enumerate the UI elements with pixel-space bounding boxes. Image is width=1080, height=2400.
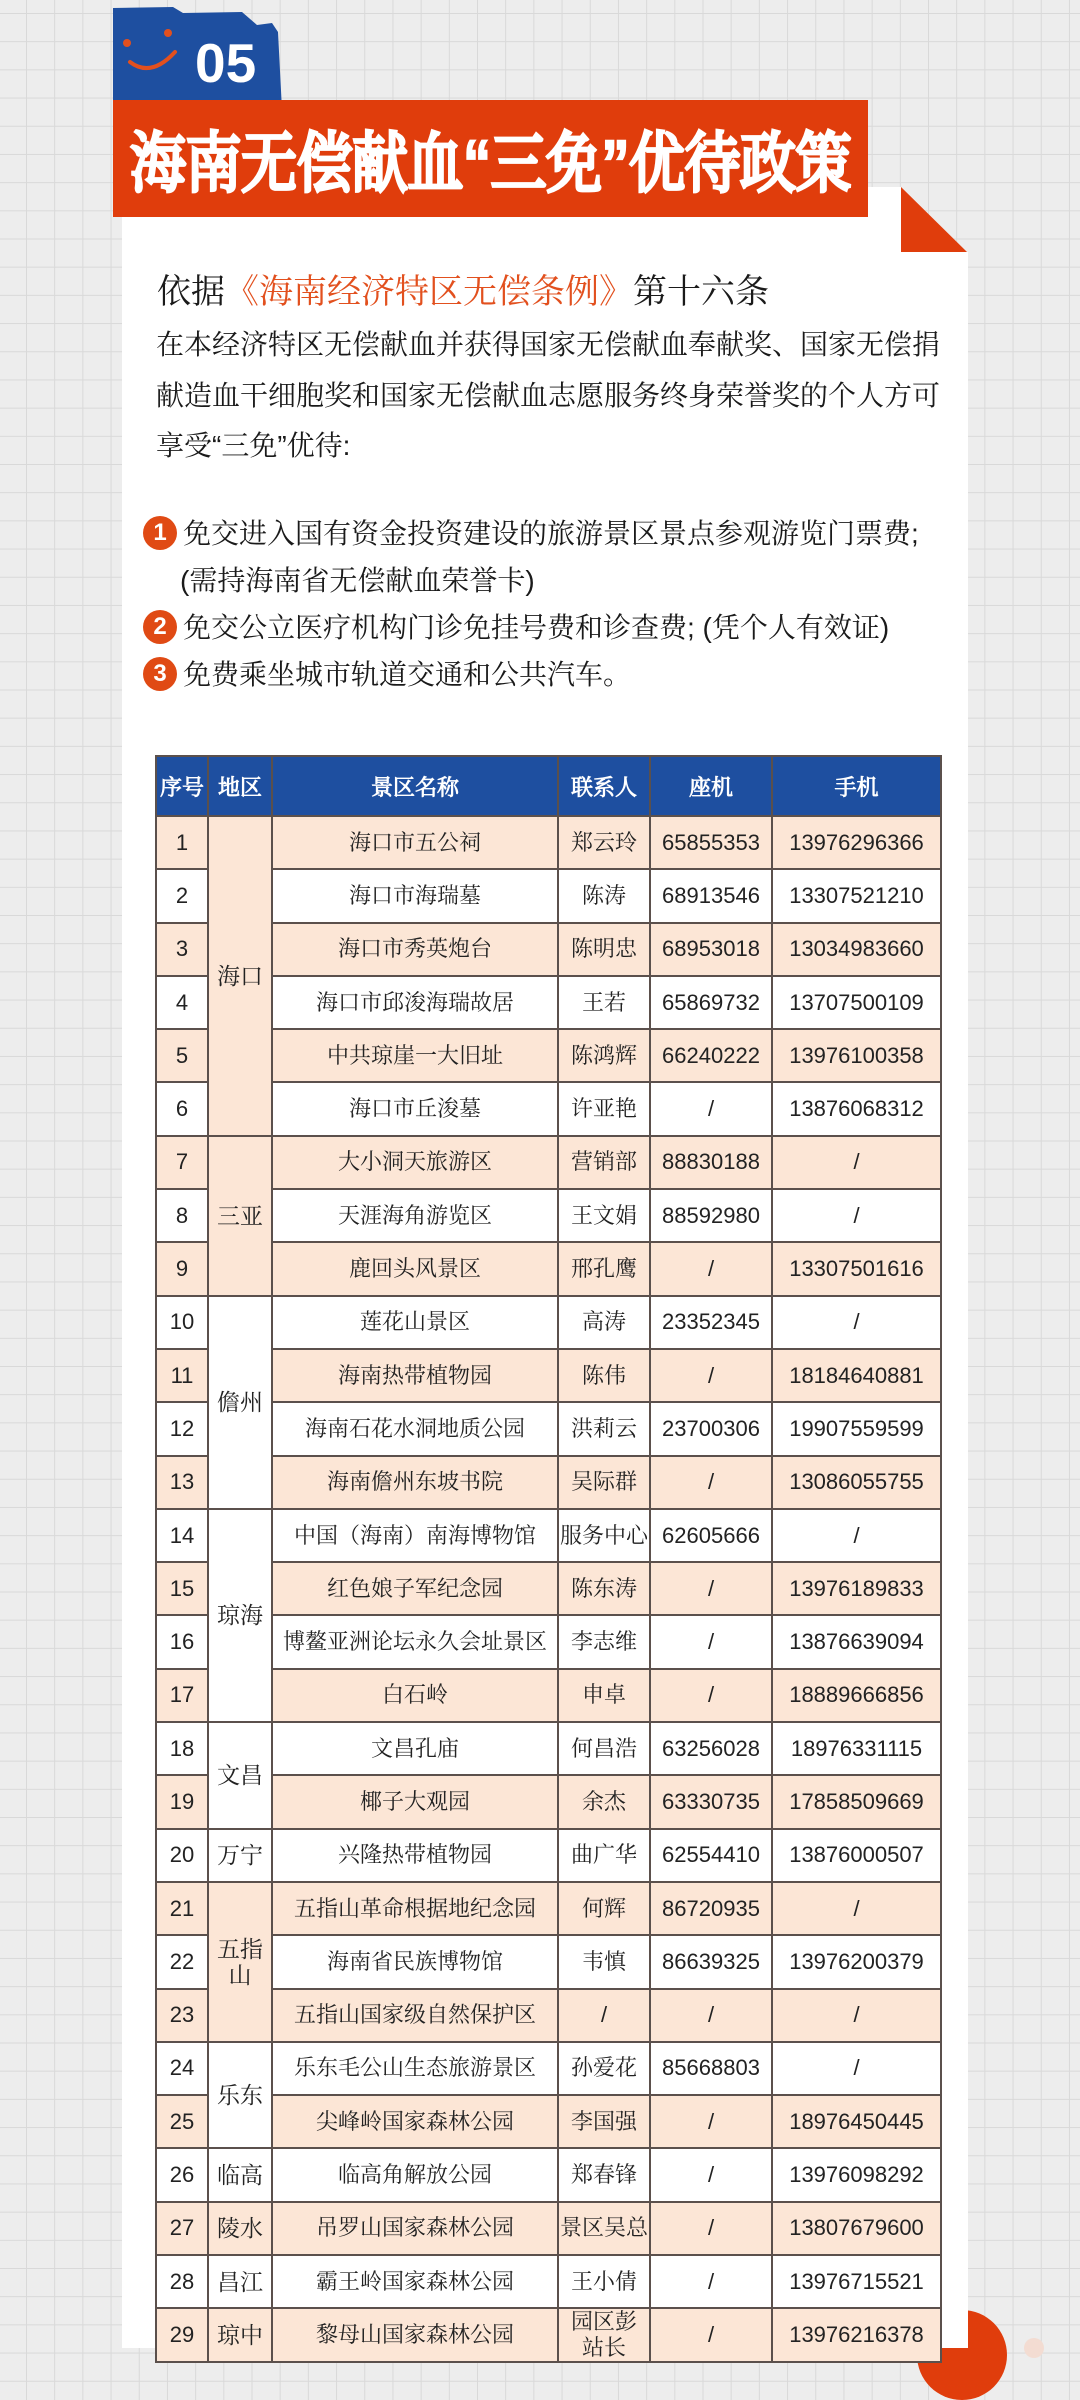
cell-contact: 景区吴总 [558,2202,650,2255]
cell-mobile: 13976100358 [772,1029,941,1082]
cell-mobile: / [772,2042,941,2095]
cell-landline: 86720935 [650,1882,772,1935]
header-region: 地区 [208,756,272,816]
cell-landline: 62554410 [650,1829,772,1882]
title-bar [113,100,868,217]
cell-mobile: / [772,1989,941,2042]
cell-landline: 23352345 [650,1296,772,1349]
cell-mobile: 13807679600 [772,2202,941,2255]
table-row [156,2042,941,2095]
basis-prefix: 依据 [157,273,225,311]
table-row [156,2202,941,2255]
table-row [156,1775,941,1828]
cell-scenic-spot: 霸王岭国家森林公园 [272,2255,558,2308]
cell-contact: 何昌浩 [558,1722,650,1775]
cell-no: 23 [156,1989,208,2042]
table-row [156,1082,941,1135]
cell-mobile: / [772,1189,941,1242]
cell-scenic-spot: 中国（海南）南海博物馆 [272,1509,558,1562]
table-row [156,976,941,1029]
cell-scenic-spot: 椰子大观园 [272,1775,558,1828]
cell-no: 10 [156,1296,208,1349]
cell-landline: / [650,2255,772,2308]
cell-mobile: / [772,1136,941,1189]
table-row [156,2095,941,2148]
cell-landline: 66240222 [650,1029,772,1082]
cell-scenic-spot: 海南儋州东坡书院 [272,1456,558,1509]
table-row [156,2308,941,2362]
cell-region: 儋州 [208,1296,272,1509]
cell-scenic-spot: 天涯海角游览区 [272,1189,558,1242]
cell-scenic-spot: 五指山革命根据地纪念园 [272,1882,558,1935]
cell-no: 24 [156,2042,208,2095]
cell-region: 琼中 [208,2308,272,2362]
cell-contact: 高涛 [558,1296,650,1349]
table-row [156,1509,941,1562]
regulation-basis [157,272,769,312]
cell-landline: 88592980 [650,1189,772,1242]
cell-scenic-spot: 黎母山国家森林公园 [272,2308,558,2362]
cell-contact: 陈鸿辉 [558,1029,650,1082]
cell-mobile: 13086055755 [772,1456,941,1509]
cell-scenic-spot: 临高角解放公园 [272,2148,558,2201]
cell-mobile: 13707500109 [772,976,941,1029]
cell-scenic-spot: 大小洞天旅游区 [272,1136,558,1189]
cell-landline: / [650,1082,772,1135]
cell-mobile: 18184640881 [772,1349,941,1402]
benefit-note: (需持海南省无偿献血荣誉卡) [180,565,535,596]
table-row [156,1242,941,1295]
cell-mobile: 13876068312 [772,1082,941,1135]
table-row [156,1722,941,1775]
table-row [156,2148,941,2201]
cell-contact: 许亚艳 [558,1082,650,1135]
cell-landline: / [650,2148,772,2201]
cell-scenic-spot: 中共琼崖一大旧址 [272,1029,558,1082]
cell-contact-text: 园区彭站长 [570,2309,637,2361]
cell-mobile: 13034983660 [772,923,941,976]
numbered-circle-icon: 1 [143,516,177,550]
cell-scenic-spot: 兴隆热带植物园 [272,1829,558,1882]
cell-no: 6 [156,1082,208,1135]
benefits-list [143,510,953,698]
cell-contact: 李国强 [558,2095,650,2148]
cell-no: 26 [156,2148,208,2201]
cell-no: 7 [156,1136,208,1189]
cell-contact: 陈伟 [558,1349,650,1402]
folded-corner [901,187,967,252]
cell-landline: / [650,1615,772,1668]
cell-contact: 何辉 [558,1882,650,1935]
cell-no: 12 [156,1402,208,1455]
cell-landline: / [650,2308,772,2362]
cell-contact [558,2308,650,2362]
cell-landline: 65869732 [650,976,772,1029]
cell-scenic-spot: 海口市邱浚海瑞故居 [272,976,558,1029]
table-row [156,2255,941,2308]
regulation-name: 《海南经济特区无偿条例》 [225,273,633,311]
cell-contact: 服务中心 [558,1509,650,1562]
cell-no: 4 [156,976,208,1029]
cell-mobile: 13976098292 [772,2148,941,2201]
cell-contact: 洪莉云 [558,1402,650,1455]
cell-contact: 郑春锋 [558,2148,650,2201]
cell-no: 9 [156,1242,208,1295]
header-landline: 座机 [650,756,772,816]
cell-landline: / [650,2202,772,2255]
cell-mobile: 13976189833 [772,1562,941,1615]
cell-contact: 孙爱花 [558,2042,650,2095]
cell-region: 三亚 [208,1136,272,1296]
cell-landline: 68913546 [650,869,772,922]
cell-landline: 63256028 [650,1722,772,1775]
benefit-item [143,651,953,698]
cell-landline: 68953018 [650,923,772,976]
cell-contact: 营销部 [558,1136,650,1189]
cell-scenic-spot: 白石岭 [272,1669,558,1722]
cell-no: 17 [156,1669,208,1722]
cell-scenic-spot: 博鳌亚洲论坛永久会址景区 [272,1615,558,1668]
benefit-text: 免交公立医疗机构门诊免挂号费和诊查费; (凭个人有效证) [183,612,890,643]
cell-landline: / [650,1669,772,1722]
cell-region: 五指山 [208,1882,272,2042]
table-row [156,869,941,922]
decorative-dot [1024,2338,1044,2358]
cell-no: 20 [156,1829,208,1882]
cell-contact: 陈涛 [558,869,650,922]
cell-scenic-spot: 吊罗山国家森林公园 [272,2202,558,2255]
cell-scenic-spot: 乐东毛公山生态旅游景区 [272,2042,558,2095]
table-row [156,1989,941,2042]
table-row [156,923,941,976]
cell-mobile: 13976200379 [772,1935,941,1988]
cell-region: 昌江 [208,2255,272,2308]
cell-region: 海口 [208,816,272,1136]
cell-scenic-spot: 文昌孔庙 [272,1722,558,1775]
cell-scenic-spot: 海南石花水洞地质公园 [272,1402,558,1455]
table-row [156,1136,941,1189]
header-no: 序号 [156,756,208,816]
cell-landline: 86639325 [650,1935,772,1988]
cell-contact: 李志维 [558,1615,650,1668]
cell-region: 陵水 [208,2202,272,2255]
cell-region: 万宁 [208,1829,272,1882]
cell-no: 1 [156,816,208,869]
table-row [156,1456,941,1509]
cell-no: 14 [156,1509,208,1562]
table-row [156,816,941,869]
cell-no: 18 [156,1722,208,1775]
cell-scenic-spot: 海南省民族博物馆 [272,1935,558,1988]
cell-no: 3 [156,923,208,976]
table-row [156,1402,941,1455]
table-row [156,1562,941,1615]
cell-mobile: 13876639094 [772,1615,941,1668]
cell-landline: / [650,1562,772,1615]
cell-contact: 陈东涛 [558,1562,650,1615]
cell-region: 乐东 [208,2042,272,2149]
table-row [156,1296,941,1349]
cell-no: 22 [156,1935,208,1988]
cell-scenic-spot: 海口市秀英炮台 [272,923,558,976]
cell-scenic-spot: 海口市海瑞墓 [272,869,558,922]
cell-contact: 申卓 [558,1669,650,1722]
cell-mobile: / [772,1882,941,1935]
cell-scenic-spot: 海口市五公祠 [272,816,558,869]
cell-mobile: 18976450445 [772,2095,941,2148]
cell-contact: 王文娟 [558,1189,650,1242]
cell-mobile: / [772,1296,941,1349]
cell-region: 文昌 [208,1722,272,1829]
cell-scenic-spot: 海口市丘浚墓 [272,1082,558,1135]
cell-contact: 曲广华 [558,1829,650,1882]
benefit-item [143,510,953,604]
cell-no: 15 [156,1562,208,1615]
page-title: 海南无偿献血“三免”优待政策 [130,125,851,200]
cell-no: 11 [156,1349,208,1402]
cell-contact: 吴际群 [558,1456,650,1509]
cell-no: 19 [156,1775,208,1828]
cell-mobile: 13307501616 [772,1242,941,1295]
header-scenic-spot: 景区名称 [272,756,558,816]
numbered-circle-icon: 2 [143,610,177,644]
cell-contact: 郑云玲 [558,816,650,869]
table-row [156,1615,941,1668]
intro-paragraph: 在本经济特区无偿献血并获得国家无偿献血奉献奖、国家无偿捐献造血干细胞奖和国家无偿献血志愿服务终身荣誉奖的个人方可享受“三免”优待: [156,329,941,461]
table-row [156,1829,941,1882]
cell-mobile: 13976216378 [772,2308,941,2362]
cell-mobile: 17858509669 [772,1775,941,1828]
cell-no: 13 [156,1456,208,1509]
table-row [156,1349,941,1402]
cell-mobile: 13976296366 [772,816,941,869]
cell-scenic-spot: 鹿回头风景区 [272,1242,558,1295]
cell-landline: / [650,1349,772,1402]
benefit-text: 免交进入国有资金投资建设的旅游景区景点参观游览门票费; [183,518,919,549]
table-header-row [156,756,941,816]
table-row [156,1935,941,1988]
cell-landline: 65855353 [650,816,772,869]
cell-landline: 63330735 [650,1775,772,1828]
cell-scenic-spot: 五指山国家级自然保护区 [272,1989,558,2042]
cell-landline: / [650,2095,772,2148]
cell-contact: 王小倩 [558,2255,650,2308]
cell-mobile: 13307521210 [772,869,941,922]
cell-region: 临高 [208,2148,272,2201]
benefit-text-wrap [180,510,919,604]
cell-landline: 85668803 [650,2042,772,2095]
cell-landline: 88830188 [650,1136,772,1189]
cell-no: 21 [156,1882,208,1935]
scenic-spots-table [155,755,942,2363]
cell-mobile: 13976715521 [772,2255,941,2308]
cell-landline: 23700306 [650,1402,772,1455]
cell-no: 29 [156,2308,208,2362]
cell-no: 16 [156,1615,208,1668]
table-row [156,1029,941,1082]
cell-scenic-spot: 红色娘子军纪念园 [272,1562,558,1615]
cell-no: 27 [156,2202,208,2255]
cell-no: 8 [156,1189,208,1242]
cell-no: 28 [156,2255,208,2308]
cell-mobile: 18976331115 [772,1722,941,1775]
benefit-text: 免费乘坐城市轨道交通和公共汽车。 [183,659,632,690]
cell-mobile: 18889666856 [772,1669,941,1722]
cell-no: 2 [156,869,208,922]
cell-contact: 余杰 [558,1775,650,1828]
benefit-item [143,604,953,651]
section-number: 05 [195,32,257,94]
table-row [156,1882,941,1935]
cell-contact: 邢孔鹰 [558,1242,650,1295]
numbered-circle-icon: 3 [143,657,177,691]
cell-no: 5 [156,1029,208,1082]
cell-contact: 王若 [558,976,650,1029]
table-row [156,1189,941,1242]
cell-contact: / [558,1989,650,2042]
cell-mobile: / [772,1509,941,1562]
cell-landline: 62605666 [650,1509,772,1562]
header-mobile: 手机 [772,756,941,816]
cell-mobile: 19907559599 [772,1402,941,1455]
table-row [156,1669,941,1722]
cell-no: 25 [156,2095,208,2148]
cell-scenic-spot: 海南热带植物园 [272,1349,558,1402]
cell-landline: / [650,1989,772,2042]
header-contact: 联系人 [558,756,650,816]
basis-suffix: 第十六条 [633,273,769,311]
cell-scenic-spot: 尖峰岭国家森林公园 [272,2095,558,2148]
cell-scenic-spot: 莲花山景区 [272,1296,558,1349]
cell-landline: / [650,1242,772,1295]
cell-landline: / [650,1456,772,1509]
cell-mobile: 13876000507 [772,1829,941,1882]
cell-contact: 陈明忠 [558,923,650,976]
cell-contact: 韦慎 [558,1935,650,1988]
cell-region: 琼海 [208,1509,272,1722]
